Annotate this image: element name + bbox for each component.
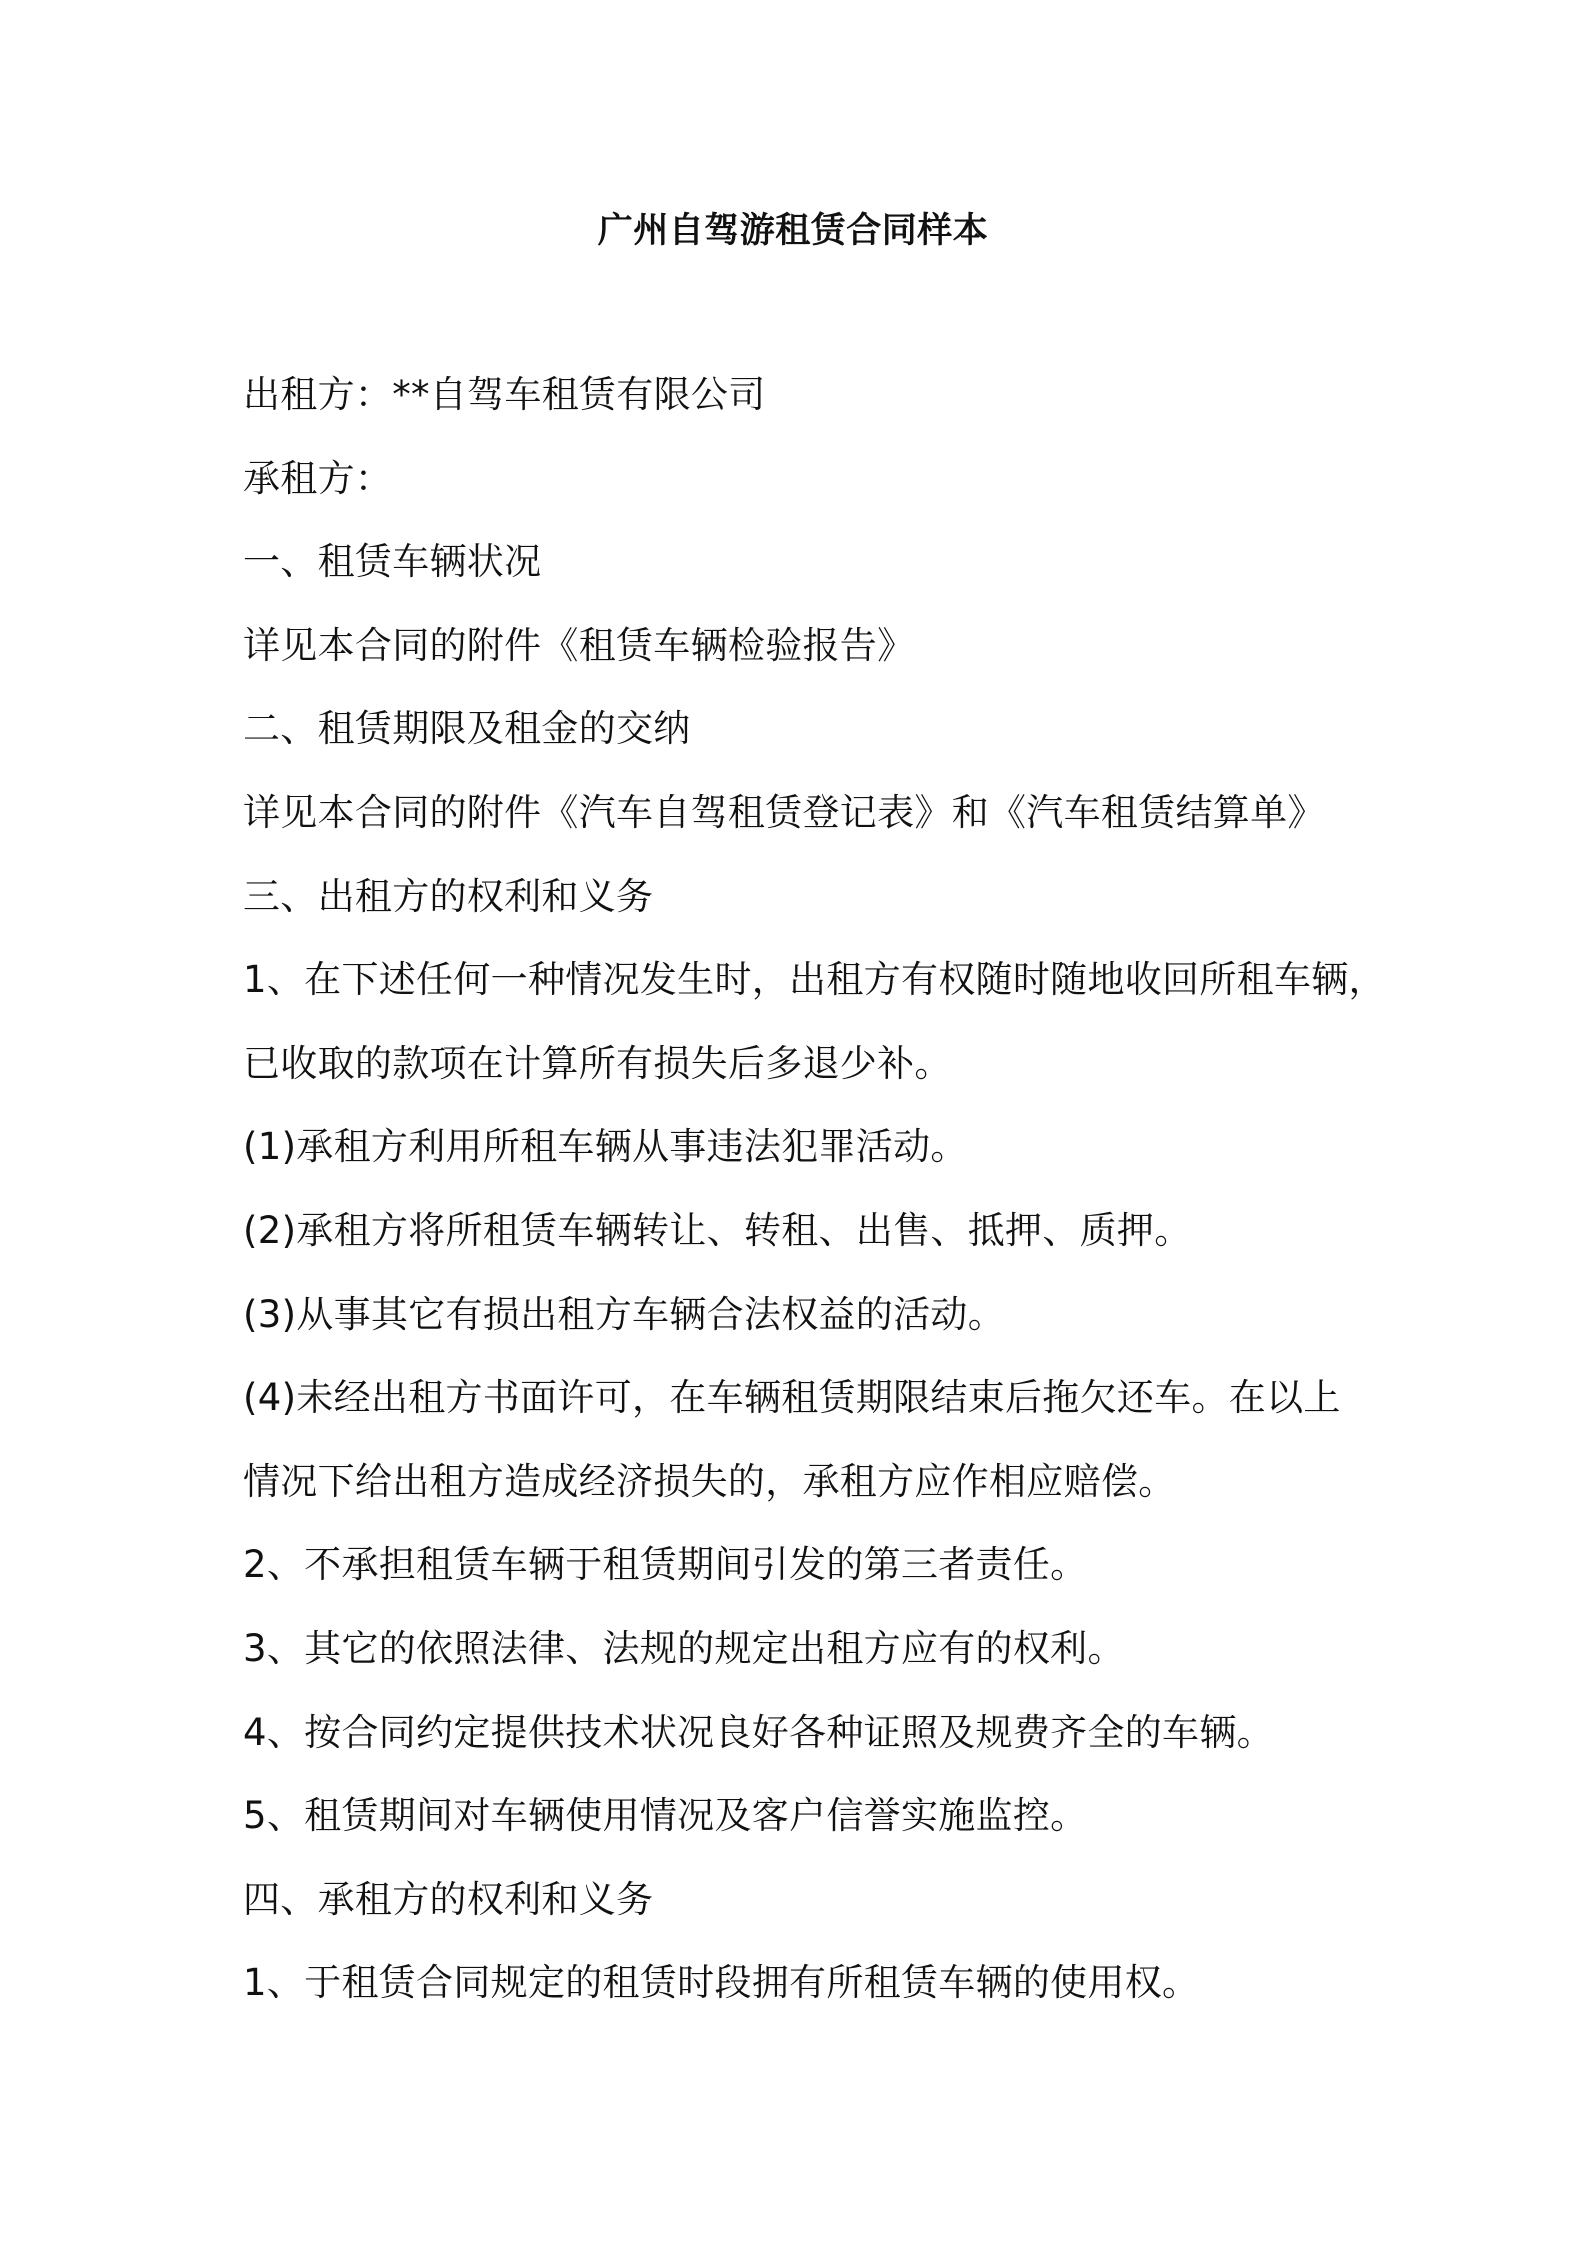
paragraph-line: 情况下给出租方造成经济损失的，承租方应作相应赔偿。 (243, 1459, 1176, 1503)
paragraph-line: (2)承租方将所租赁车辆转让、转租、出售、抵押、质押。 (243, 1208, 1192, 1252)
paragraph-line: 4、按合同约定提供技术状况良好各种证照及规费齐全的车辆。 (243, 1710, 1274, 1754)
paragraph-line: 1、在下述任何一种情况发生时，出租方有权随时随地收回所租车辆， (243, 958, 1386, 1002)
paragraph-line: (4)未经出租方书面许可，在车辆租赁期限结束后拖欠还车。在以上 (243, 1376, 1341, 1420)
paragraph-line: 详见本合同的附件《租赁车辆检验报告》 (243, 623, 915, 667)
paragraph-line: 2、不承担租赁车辆于租赁期间引发的第三者责任。 (243, 1543, 1088, 1587)
paragraph-line: (3)从事其它有损出租方车辆合法权益的活动。 (243, 1292, 1006, 1336)
document-body (243, 370, 1386, 2042)
section-heading-2: 二、租赁期限及租金的交纳 (243, 707, 691, 751)
paragraph-line: 详见本合同的附件《汽车自驾租赁登记表》和《汽车租赁结算单》 (243, 790, 1325, 834)
paragraph-line: 已收取的款项在计算所有损失后多退少补。 (243, 1041, 952, 1085)
section-heading-1: 一、租赁车辆状况 (243, 540, 542, 584)
paragraph-line: 3、其它的依照法律、法规的规定出租方应有的权利。 (243, 1626, 1125, 1670)
section-heading-3: 三、出租方的权利和义务 (243, 874, 654, 918)
paragraph-line: 5、租赁期间对车辆使用情况及客户信誉实施监控。 (243, 1794, 1088, 1838)
document-title: 广州自驾游租赁合同样本 (597, 211, 989, 251)
paragraph-line: 1、于租赁合同规定的租赁时段拥有所租赁车辆的使用权。 (243, 1961, 1200, 2005)
section-heading-4: 四、承租方的权利和义务 (243, 1877, 654, 1921)
paragraph-line: (1)承租方利用所租车辆从事违法犯罪活动。 (243, 1125, 968, 1169)
lessor-line: 出租方：**自驾车租赁有限公司 (243, 373, 766, 416)
lessee-line: 承租方： (243, 456, 393, 500)
